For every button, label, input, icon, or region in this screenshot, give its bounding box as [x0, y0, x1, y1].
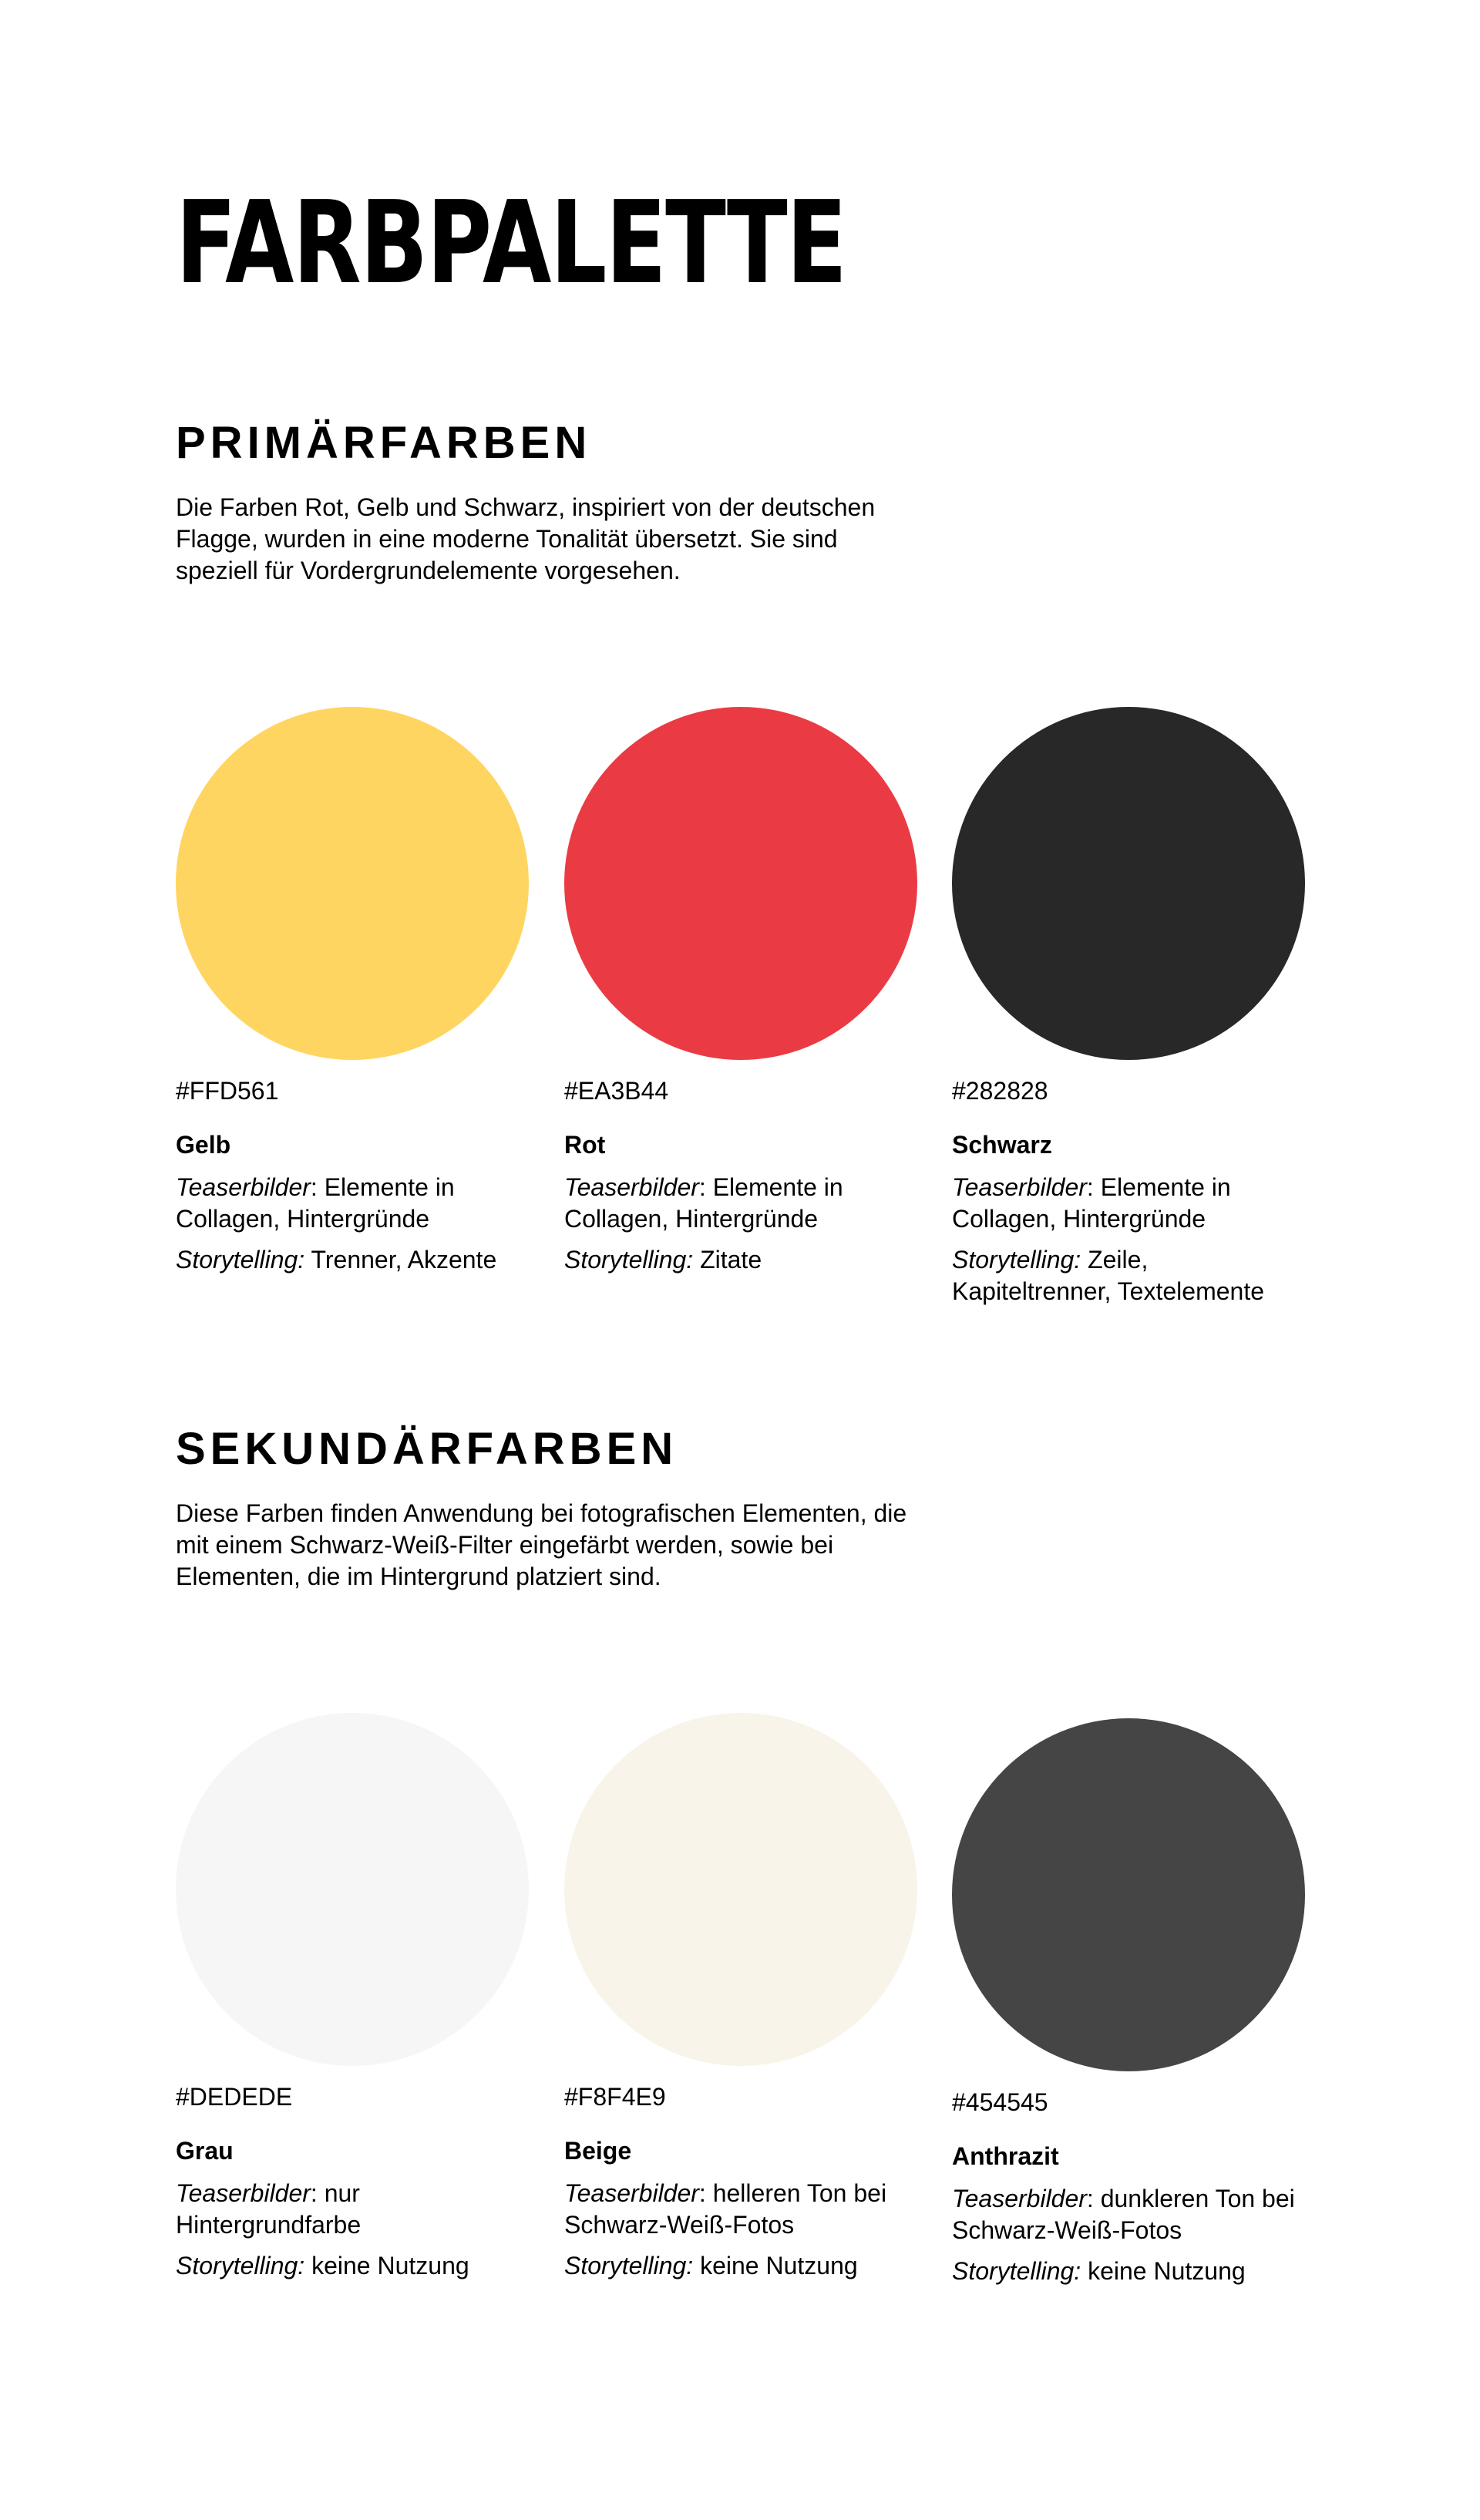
- hex-code: #F8F4E9: [564, 2083, 666, 2111]
- section-description-primary: Die Farben Rot, Gelb und Schwarz, inspiriert von der deutschen Flagge, wurden in eine moderne Tonalität übersetzt. Sie sind speziell für Vordergrundelemente vorgesehen.: [176, 493, 876, 584]
- color-swatch-grau: [176, 1713, 529, 2282]
- color-circle-grau: [176, 1713, 529, 2066]
- hex-code: #DEDEDE: [176, 2083, 293, 2111]
- usage-story-label: Storytelling:: [176, 2252, 305, 2279]
- usage-teaser-label: Teaserbilder: [952, 2185, 1087, 2212]
- color-name: Schwarz: [952, 1131, 1052, 1159]
- color-swatch-beige: [564, 1713, 917, 2282]
- usage-storytelling: [176, 1244, 529, 1276]
- section-heading-secondary: SEKUNDÄRFARBEN: [176, 1424, 678, 1474]
- color-name: Anthrazit: [952, 2142, 1059, 2170]
- color-swatch-gelb: [176, 707, 529, 1276]
- color-circle-beige: [564, 1713, 917, 2066]
- usage-story-text: Zeile, Kapiteltrenner, Textelemente: [952, 1246, 1264, 1305]
- hex-code: #454545: [952, 2088, 1048, 2116]
- usage-teaser: [952, 2183, 1305, 2246]
- color-circle-schwarz: [952, 707, 1305, 1060]
- color-swatch-anthrazit: [952, 1718, 1305, 2287]
- usage-story-label: Storytelling:: [952, 1246, 1081, 1273]
- usage-teaser-text: : Elemente in Collagen, Hintergründe: [564, 1173, 843, 1233]
- color-circle-gelb: [176, 707, 529, 1060]
- usage-storytelling: [176, 2250, 529, 2282]
- hex-code: #FFD561: [176, 1077, 279, 1105]
- usage-teaser: [176, 1172, 529, 1235]
- usage-story-text: keine Nutzung: [693, 2252, 858, 2279]
- usage-story-text: keine Nutzung: [1081, 2257, 1246, 2285]
- usage-teaser-label: Teaserbilder: [952, 1173, 1087, 1201]
- usage-teaser-text: : helleren Ton bei Schwarz-Weiß-Fotos: [564, 2179, 887, 2239]
- usage-teaser-text: : nur Hintergrundfarbe: [176, 2179, 362, 2239]
- usage-teaser-label: Teaserbilder: [176, 2179, 311, 2207]
- usage-teaser: [564, 2178, 917, 2241]
- usage-teaser-text: : Elemente in Collagen, Hintergründe: [952, 1173, 1231, 1233]
- usage-teaser-label: Teaserbilder: [564, 2179, 699, 2207]
- color-name: Beige: [564, 2137, 632, 2165]
- color-circle-rot: [564, 707, 917, 1060]
- section-description-secondary: Diese Farben finden Anwendung bei fotografischen Elementen, die mit einem Schwarz-Weiß-Filter eingefärbt werden, sowie bei Elementen, die im Hintergrund platziert sind.: [176, 1499, 907, 1590]
- page-title: FARBPALETTE: [176, 177, 846, 309]
- usage-story-text: Zitate: [693, 1246, 762, 1273]
- usage-story-label: Storytelling:: [176, 1246, 305, 1273]
- usage-storytelling: [952, 2256, 1305, 2287]
- usage-teaser: [564, 1172, 917, 1235]
- usage-teaser-text: : dunkleren Ton bei Schwarz-Weiß-Fotos: [952, 2185, 1295, 2244]
- color-name: Grau: [176, 2137, 234, 2165]
- usage-storytelling: [564, 1244, 917, 1276]
- usage-teaser-label: Teaserbilder: [176, 1173, 311, 1201]
- usage-story-label: Storytelling:: [952, 2257, 1081, 2285]
- usage-teaser-text: : Elemente in Collagen, Hintergründe: [176, 1173, 455, 1233]
- usage-story-label: Storytelling:: [564, 2252, 694, 2279]
- usage-storytelling: [952, 1244, 1305, 1307]
- color-circle-anthrazit: [952, 1718, 1305, 2071]
- usage-story-text: Trenner, Akzente: [304, 1246, 497, 1273]
- hex-code: #282828: [952, 1077, 1048, 1105]
- hex-code: #EA3B44: [564, 1077, 669, 1105]
- color-swatch-rot: [564, 707, 917, 1276]
- color-swatch-schwarz: [952, 707, 1305, 1307]
- usage-storytelling: [564, 2250, 917, 2282]
- color-name: Gelb: [176, 1131, 231, 1159]
- usage-story-text: keine Nutzung: [304, 2252, 469, 2279]
- usage-story-label: Storytelling:: [564, 1246, 694, 1273]
- color-name: Rot: [564, 1131, 606, 1159]
- usage-teaser: [952, 1172, 1305, 1235]
- usage-teaser-label: Teaserbilder: [564, 1173, 699, 1201]
- usage-teaser: [176, 2178, 529, 2241]
- section-heading-primary: PRIMÄRFARBEN: [176, 418, 592, 468]
